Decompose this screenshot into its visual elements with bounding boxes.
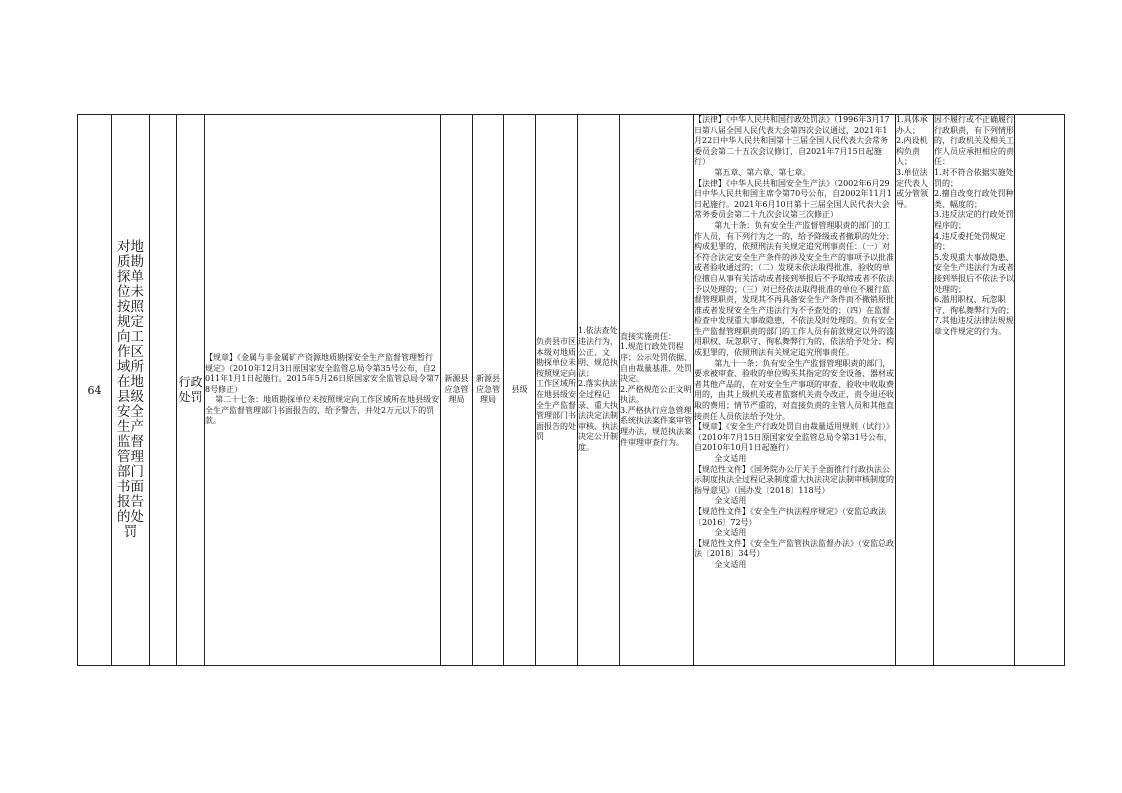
subject-text: 负责县市区本级对地质勘探单位未按照规定向工作区域所在地县级安全生产监督管理部门书面报告的处罚 [536, 337, 576, 442]
duty-cell [934, 115, 1015, 666]
basis-cell [205, 115, 441, 666]
power-list-table [77, 114, 1065, 666]
table-row [78, 115, 1065, 666]
responsible-text: 1.具体承办人； 2.内设机构负责人； 3.单位法定代表人或分管领导。 [896, 115, 928, 209]
principles-text: 1.依法查处违法行为，公正、文明、规范执法； 2.落实执法全过程记录、重大执法决定法制审核、执法决定公开制度。 [578, 326, 618, 452]
level-cell [504, 115, 536, 666]
subject-cell [536, 115, 578, 666]
implementation-text: 直接实施责任： 1.规范行政处罚程序；公示处罚依据、自由裁量基准、处罚决定。 2.严格规范公正文明执法。 3.严格执行应急管理系统执法案件案审管理办法，规范执法案件审理审查行为。 [620, 331, 692, 447]
power-type: 行政 处罚 [178, 375, 203, 404]
implementing-department: 新源县 应急管 理局 [444, 374, 469, 405]
dept1-cell [441, 115, 473, 666]
dept2-cell [473, 115, 504, 666]
exercise-level: 县级 [511, 384, 528, 394]
item-name: 对地 质勘 探单 位未 按照 规定 向工 作区 域所 在地 县级 安全 生产 监督 管理 部门 书面 报告 的处 罚 [117, 239, 144, 540]
responsible-cell [896, 115, 934, 666]
power-type-cell [177, 115, 205, 666]
sub-item-cell [150, 115, 177, 666]
legal-basis-cell [694, 115, 896, 666]
remarks-cell [1015, 115, 1065, 666]
implementation-cell [620, 115, 694, 666]
legal-basis-text: 【法律】《中华人民共和国行政处罚法》（1996年3月17日第八届全国人民代表大会第四次会议通过，2021年1月22日中华人民共和国第十三届全国人民代表大会常务委员会第二十五次会议修订，自2021年7月15日起施行） 第五章、第六章、第七章。 【法律】《中华人民共和国安全生产法》（2002年6月29日中华人民共和国主席令第70号公布，自2002年11月1日起施行。2021年6月10日第十三届全国人民代表大会常务委员会第二十九次会议第三次修正） 第九十条：负有安全生产监督管理职责的部门的工作人员，有下列行为之一的，给予降级或者撤职的处分；构成犯罪的，依照刑法有关规定追究刑事责任：（一）对不符合法定安全生产条件的涉及安全生产的事项予以批准或者验收通过的；（二）发现未依法取得批准、验收的单位擅自从事有关活动或者接到举报后不予取缔或者不依法予以处理的；（三）对已经依法取得批准的单位不履行监督管理职责，发现其不再具备安全生产条件而不撤销原批准或者发现安全生产违法行为不予查处的；（四）在监督检查中发现重大事故隐患，不依法及时处理的。负有安全生产监督管理职责的部门的工作人员有前款规定以外的滥用职权、玩忽职守、徇私舞弊行为的，依法给予处分；构成犯罪的，依照刑法有关规定追究刑事责任。 第九十一条：负有安全生产监督管理职责的部门，要求被审查、验收的单位购买其指定的安全设备、器材或者其他产品的，在对安全生产事项的审查、验收中收取费用的，由其上级机关或者监察机关责令改正，责令退还收取的费用；情节严重的，对直接负责的主管人员和其他直接责任人员依法给予处分。 【规章】《安全生产行政处罚自由裁量适用规则（试行）》（2010年7月15日原国家安全监管总局令第31号公布，自2010年10月1日起施行） 全文适用 【规范性文件】《国务院办公厅关于全面推行行政执法公示制度执法全过程记录制度重大执法决定法制审核制度的指导意见》（国办发〔2018〕118号） 全文适用 【规范性文件】《安全生产执法程序规定》（安监总政法〔2016〕72号） 全文适用 【规范性文件】《安全生产监管执法监督办法》（安监总政法〔2018〕34号） 全文适用 [694, 115, 894, 569]
basis-text: 【规章】《金属与非金属矿产资源地质勘探安全生产监督管理暂行规定》（2010年12月3日原国家安全监管总局令第35号公布，自2011年1月1日起施行。2015年5月26日原国家安全监管总局令第78号修正） 第二十七条：地质勘探单位未按照规定向工作区域所在地县级安全生产监督管理部门书面报告的，给予警告，并处2万元以下的罚款。 [205, 352, 440, 426]
principles-cell [578, 115, 620, 666]
row-number: 64 [78, 115, 112, 666]
responsible-department: 新源县 应急管 理局 [476, 374, 500, 405]
item-name-cell [112, 115, 150, 666]
duty-text: 因不履行或不正确履行行政职责，有下列情形的，行政机关及相关工作人员应承担相应的责任： 1.对不符合依据实施处罚的； 2.擅自改变行政处罚种类、幅度的； 3.违反法定的行政处罚程序的； 4.违反委托处罚规定的； 5.发现重大事故隐患、安全生产违法行为或者接到举报后不依法予以处理的； 6.滥用职权、玩忽职守、徇私舞弊行为的； 7.其他违反法律法规规章文件规定的行为。 [934, 115, 1014, 336]
